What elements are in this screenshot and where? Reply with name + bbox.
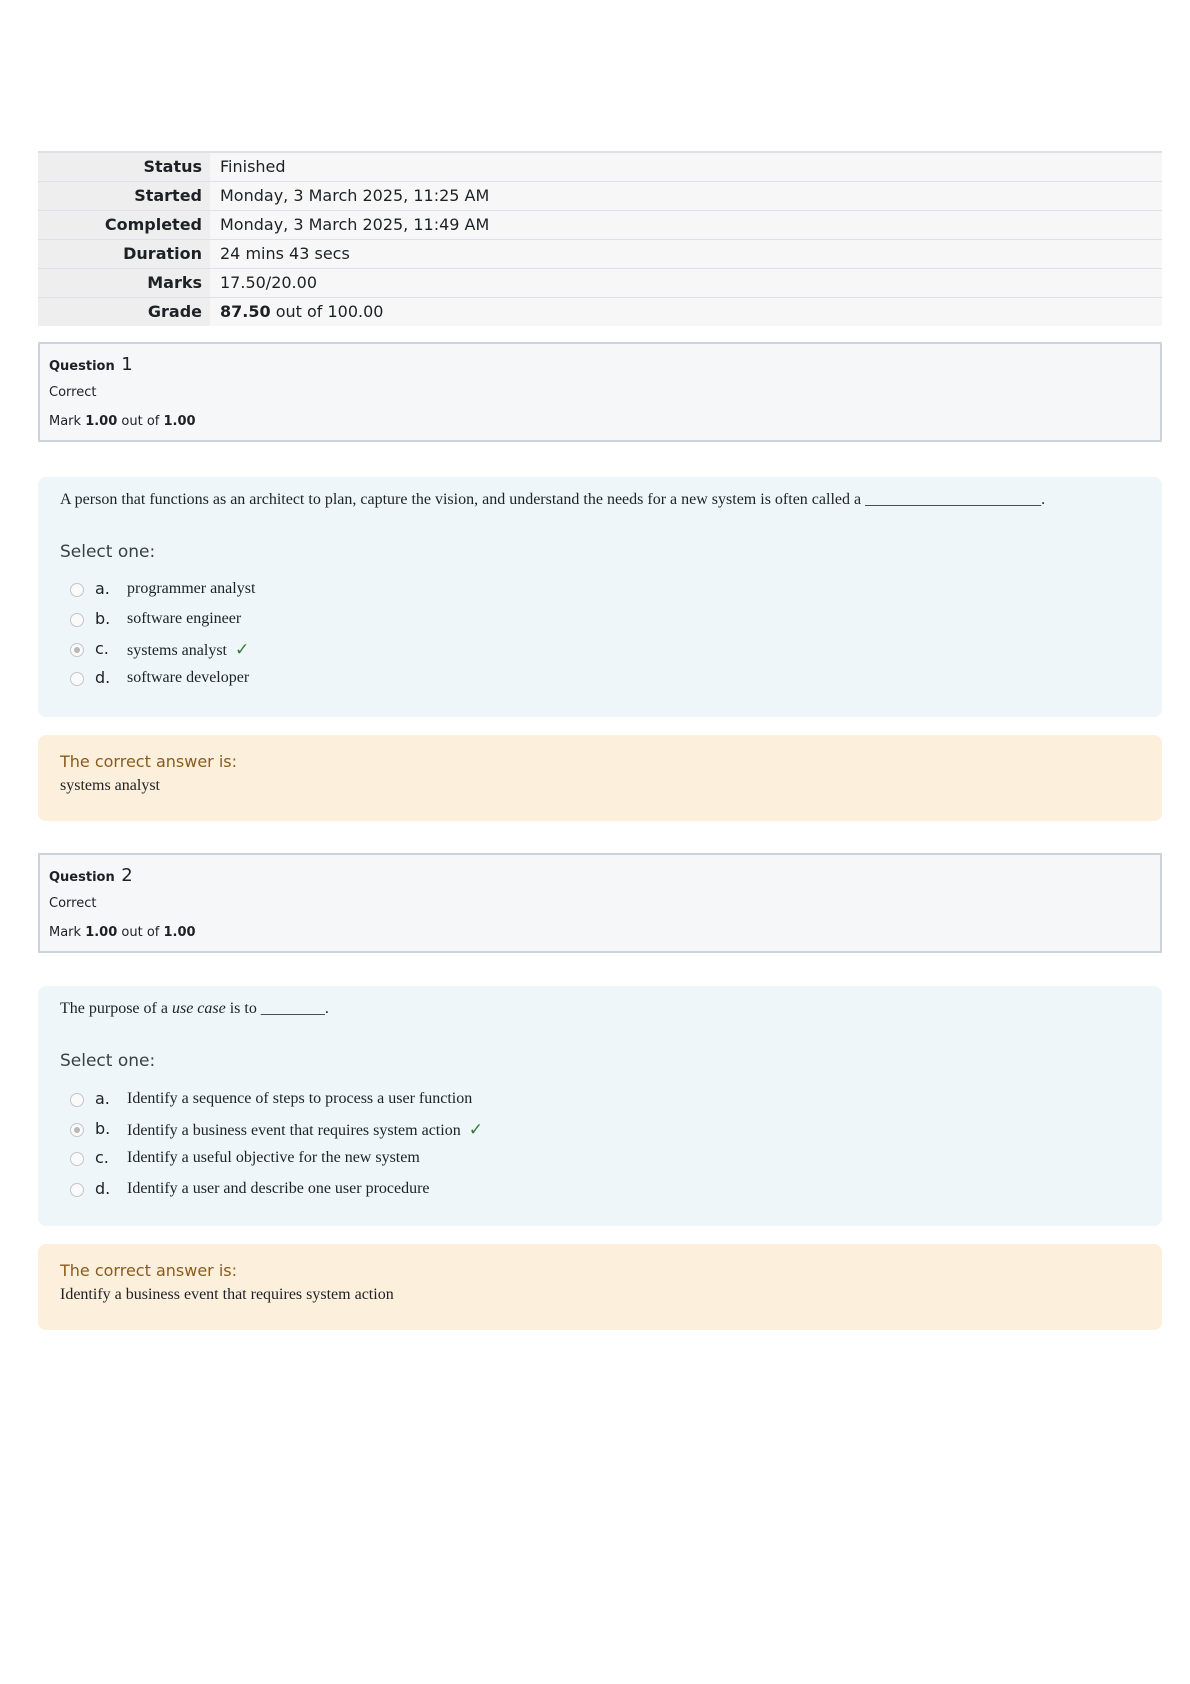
mark-max: 1.00 — [163, 925, 196, 940]
radio-button-selected[interactable] — [70, 643, 84, 657]
option-text: software developer — [127, 669, 250, 686]
option-letter: b. — [95, 1119, 111, 1138]
question-state: Correct — [49, 385, 97, 400]
question-label: Question — [49, 359, 115, 374]
question-1-formulation — [38, 477, 1162, 717]
option-letter: b. — [95, 609, 111, 628]
question-1-info — [38, 342, 1162, 442]
option-text: software engineer — [127, 610, 242, 627]
radio-button[interactable] — [70, 1152, 84, 1166]
question-2-info — [38, 853, 1162, 953]
question-text: A person that functions as an architect to plan, capture the vision, and understand the needs for a new system is often called a ______________________. — [60, 491, 1046, 508]
question-1-feedback — [38, 735, 1162, 821]
summary-label: Completed — [38, 210, 210, 239]
question-number — [49, 865, 133, 886]
summary-label: Status — [38, 152, 210, 181]
mark-label: Mark — [49, 925, 82, 940]
mark-label: Mark — [49, 414, 82, 429]
option-letter: c. — [95, 1148, 109, 1167]
radio-button[interactable] — [70, 613, 84, 627]
option-text — [127, 1120, 483, 1140]
summary-row-started — [38, 181, 1162, 210]
option-letter: d. — [95, 1179, 111, 1198]
summary-row-status — [38, 152, 1162, 181]
radio-button[interactable] — [70, 1093, 84, 1107]
mark-out-of: out of — [121, 414, 160, 429]
question-number-value: 1 — [121, 354, 133, 375]
question-text-after: is to ________. — [225, 1000, 329, 1017]
question-grade — [49, 925, 196, 940]
summary-label: Grade — [38, 297, 210, 326]
option-label: systems analyst — [127, 642, 227, 659]
radio-button-selected[interactable] — [70, 1123, 84, 1137]
feedback-answer: systems analyst — [60, 777, 160, 794]
question-text-before: The purpose of a — [60, 1000, 172, 1017]
question-state: Correct — [49, 896, 97, 911]
correct-check-icon: ✓ — [235, 640, 250, 659]
feedback-answer: Identify a business event that requires system action — [60, 1286, 394, 1303]
radio-button[interactable] — [70, 1183, 84, 1197]
question-label: Question — [49, 870, 115, 885]
option-letter: a. — [95, 1089, 110, 1108]
mark-out-of: out of — [121, 925, 160, 940]
feedback-heading: The correct answer is: — [60, 752, 237, 771]
summary-label: Marks — [38, 268, 210, 297]
question-2-feedback — [38, 1244, 1162, 1330]
select-one-prompt: Select one: — [60, 1051, 156, 1071]
question-grade — [49, 414, 196, 429]
question-text — [60, 1000, 329, 1018]
summary-row-completed — [38, 210, 1162, 239]
summary-value: 17.50/20.00 — [210, 268, 1162, 297]
option-text — [127, 640, 249, 660]
radio-button[interactable] — [70, 583, 84, 597]
mark-max: 1.00 — [163, 414, 196, 429]
summary-value: 24 mins 43 secs — [210, 239, 1162, 268]
option-text: Identify a useful objective for the new system — [127, 1149, 420, 1166]
summary-value — [210, 297, 1162, 326]
option-letter: a. — [95, 579, 110, 598]
grade-out-of: out of 100.00 — [270, 302, 384, 322]
summary-value: Monday, 3 March 2025, 11:25 AM — [210, 181, 1162, 210]
option-text: Identify a sequence of steps to process a user function — [127, 1090, 473, 1107]
question-2-formulation — [38, 986, 1162, 1226]
summary-row-marks — [38, 268, 1162, 297]
grade-value: 87.50 — [220, 302, 271, 322]
option-letter: d. — [95, 668, 111, 687]
mark-value: 1.00 — [85, 414, 118, 429]
mark-value: 1.00 — [85, 925, 118, 940]
question-text-italic: use case — [171, 1000, 226, 1017]
question-number-value: 2 — [121, 865, 133, 886]
option-label: Identify a business event that requires system action — [127, 1122, 461, 1139]
correct-check-icon: ✓ — [468, 1120, 483, 1139]
option-text: Identify a user and describe one user procedure — [127, 1180, 430, 1197]
select-one-prompt: Select one: — [60, 542, 156, 562]
option-text: programmer analyst — [127, 580, 256, 597]
attempt-summary-table — [38, 151, 1162, 326]
summary-row-duration — [38, 239, 1162, 268]
feedback-heading: The correct answer is: — [60, 1261, 237, 1280]
summary-label: Duration — [38, 239, 210, 268]
summary-label: Started — [38, 181, 210, 210]
question-number — [49, 354, 133, 375]
summary-value: Monday, 3 March 2025, 11:49 AM — [210, 210, 1162, 239]
radio-button[interactable] — [70, 672, 84, 686]
summary-value: Finished — [210, 152, 1162, 181]
summary-row-grade — [38, 297, 1162, 326]
option-letter: c. — [95, 639, 109, 658]
